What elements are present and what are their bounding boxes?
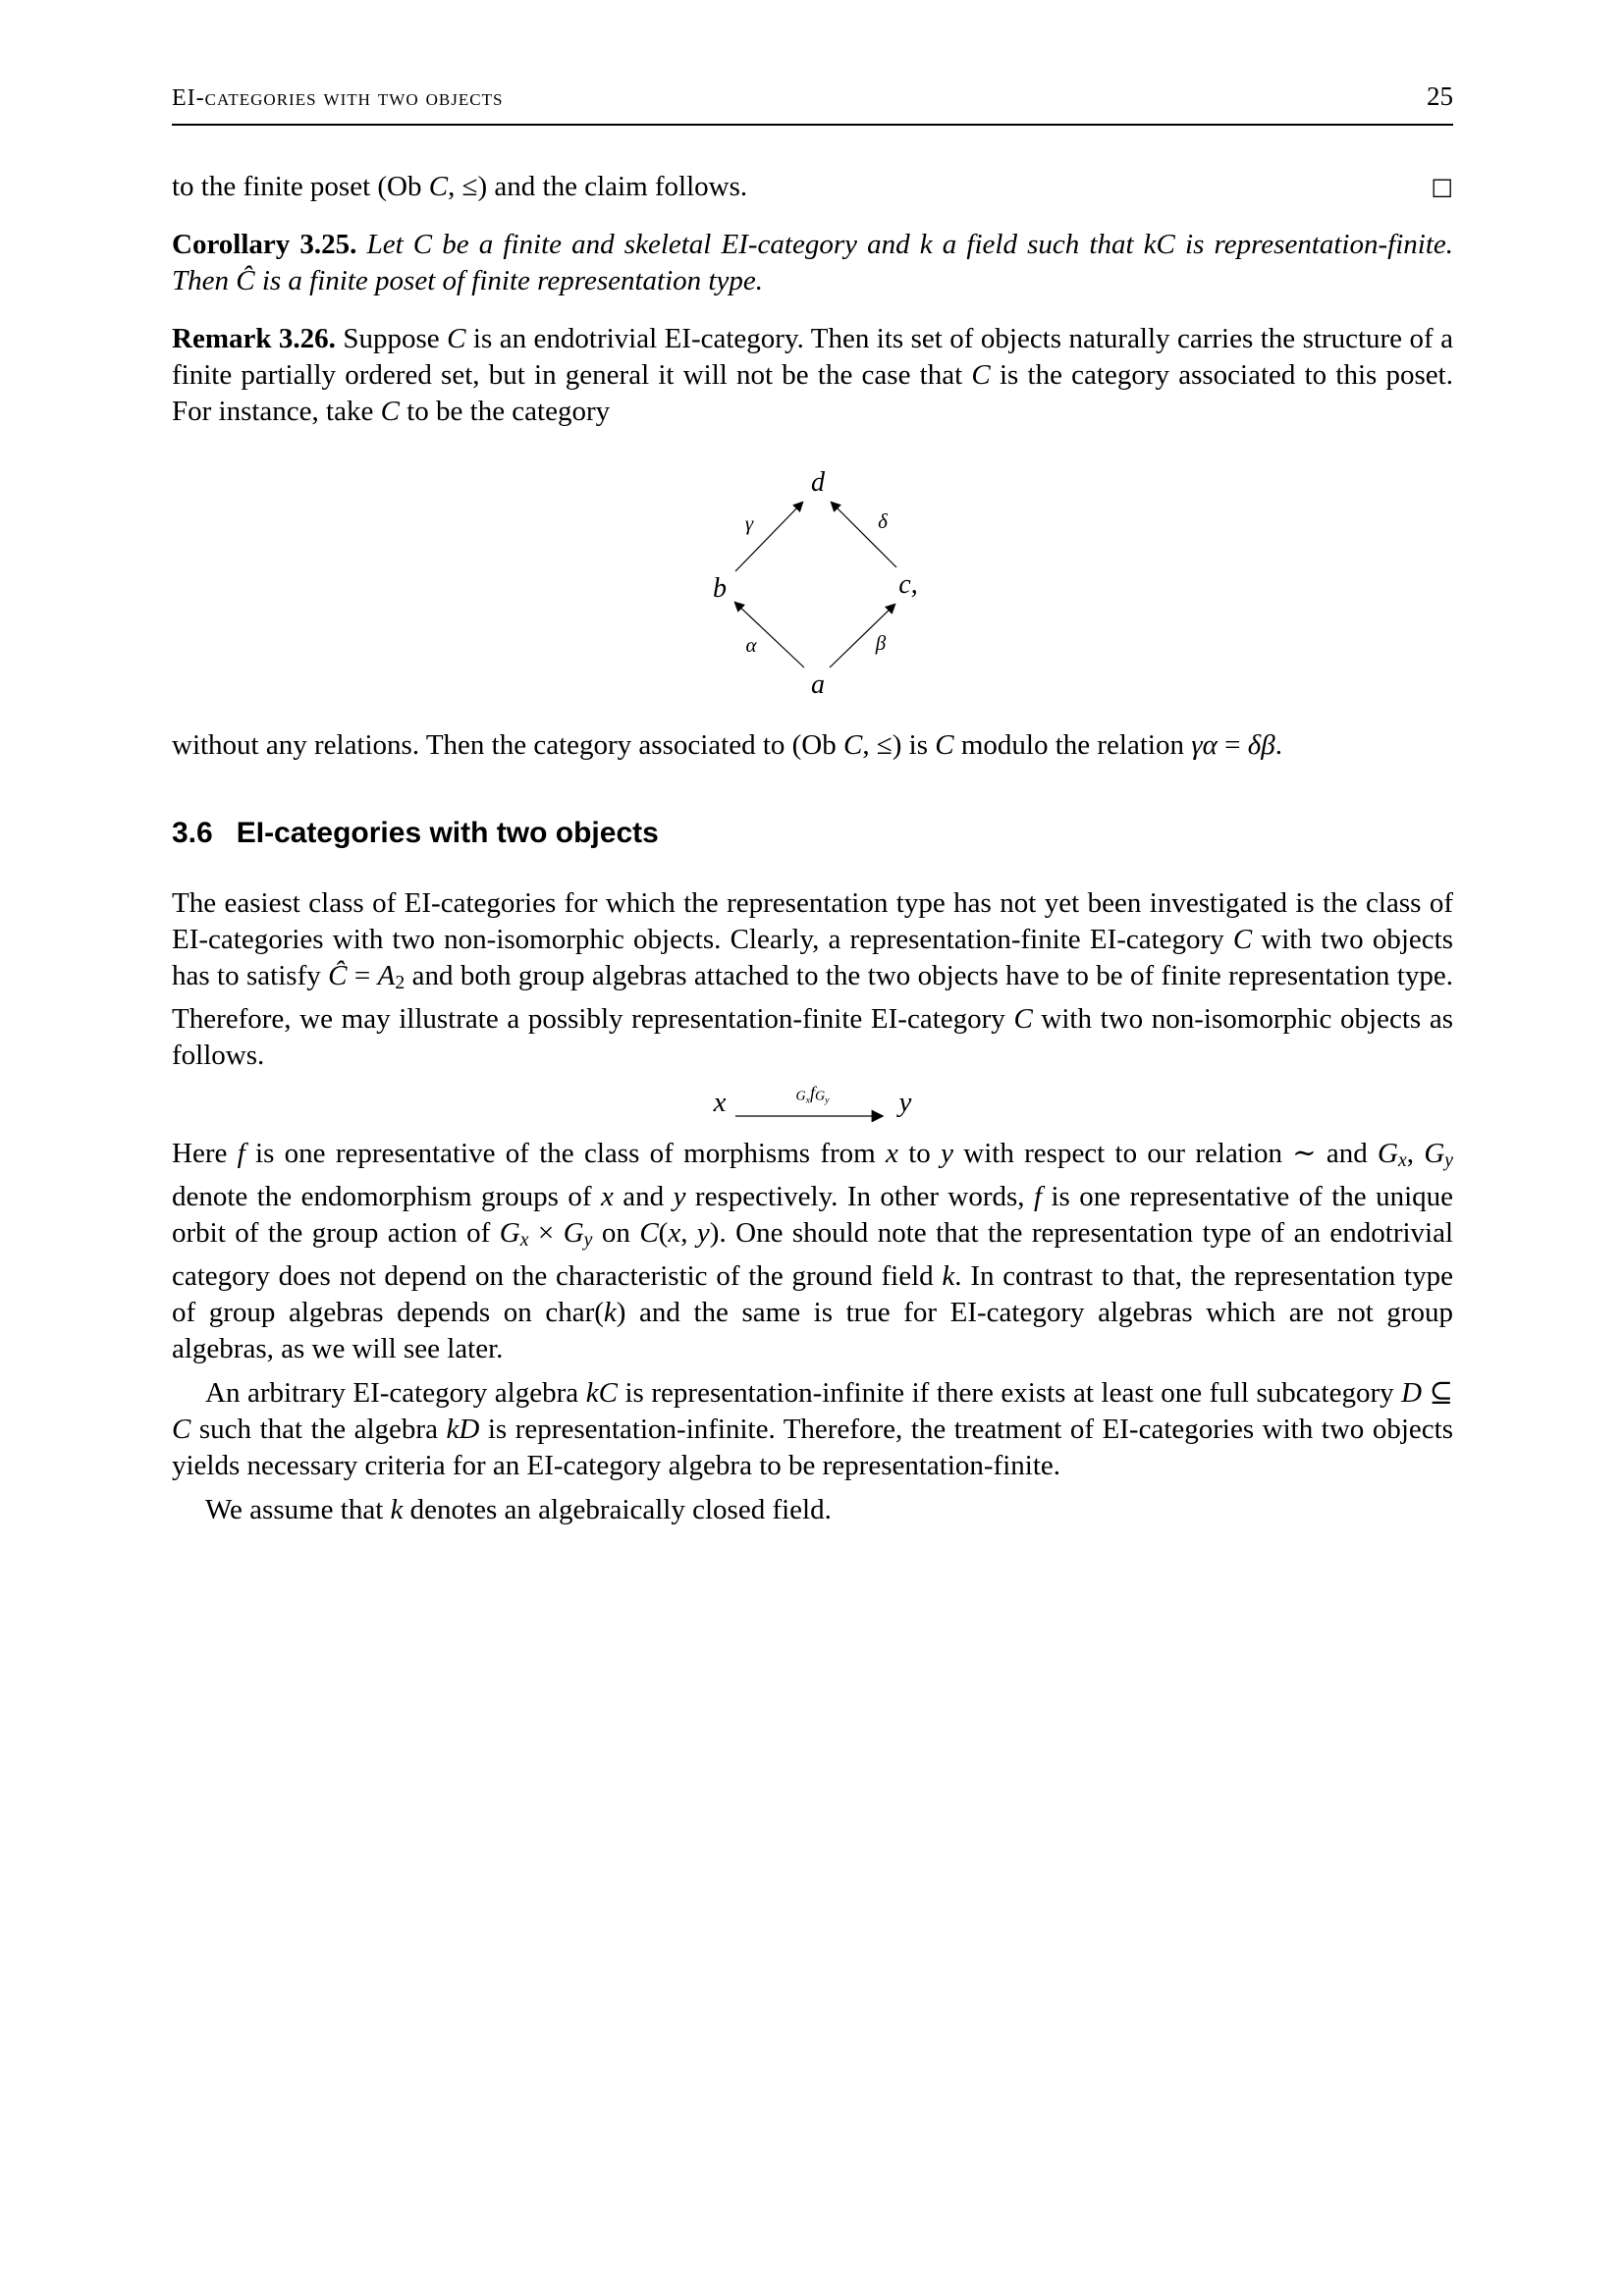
morphism-arrow-label: $G_xfG_y$ [795, 1082, 830, 1106]
paragraph-here-f: Here f is one representative of the class of morphisms from x to y with respect to our relation ∼ and Gx, Gy denote the endomorphism groups of x and y respectively. In other words, f is one representative of the unique orbit of the group action of Gx × Gy on C(x, y). One should note that the representation type of an endotrivial category does not depend on the characteristic of the ground field k. In contrast to that, the representation type of group algebras depends on char(k) and the same is true for EI-category algebras which are not group algebras, as we will see later. [172, 1138, 1454, 1365]
node-b: b [712, 573, 727, 604]
object-y: y [898, 1087, 912, 1119]
edge-label-beta: β [875, 631, 886, 655]
edge-label-gamma: γ [744, 511, 753, 535]
paragraph-easiest-class: The easiest class of EI-categories for which the representation type has not yet been investigated is the class of EI-categories with two non-isomorphic objects. Clearly, a representation-finite EI-category C with two objects has to satisfy Ĉ = A2 and both group algebras attached to the two objects have to be of finite representation type. Therefore, we may illustrate a possibly representation-finite EI-category C with two non-isomorphic objects as follows. [172, 887, 1454, 1071]
section-title: EI-categories with two objects [236, 817, 659, 849]
node-a: a [810, 669, 825, 700]
running-header [172, 81, 1453, 126]
page-number: 25 [1427, 81, 1453, 111]
paragraph-without-relations: without any relations. Then the category associated to (Ob C, ≤) is C modulo the relation γα = δβ. [172, 729, 1282, 761]
node-d: d [810, 467, 825, 498]
object-x: x [713, 1087, 727, 1119]
corollary-3-25: Corollary 3.25. Let C be a finite and skeletal EI-category and k a field such that kC is representation-finite. Then Ĉ is a finite poset of finite representation type. [172, 229, 1453, 296]
edge-label-alpha: α [744, 633, 757, 657]
qed-symbol: □ [1431, 173, 1453, 200]
paragraph-arbitrary-algebra: An arbitrary EI-category algebra kC is representation-infinite if there exists at least one full subcategory D ⊆ C such that the algebra kD is representation-infinite. Therefore, the treatment of EI-categories with two objects yields necessary criteria for an EI-category algebra to be representation-finite. [172, 1377, 1453, 1482]
right-arrow-icon [734, 1108, 892, 1122]
section-number: 3.6 [172, 817, 213, 849]
page-body [172, 169, 1453, 1528]
category-diamond-diagram [172, 463, 1453, 702]
running-head-title: EI-categories with two objects [172, 85, 504, 111]
diagram-svg [680, 463, 946, 700]
edge-label-delta: δ [877, 509, 888, 533]
section-heading [172, 817, 1453, 850]
paragraph-assume-field: We assume that k denotes an algebraically closed field. [205, 1494, 832, 1526]
paragraph-proof-end: □ to the finite poset (Ob C, ≤) and the claim follows. [172, 169, 1453, 205]
remark-3-26: Remark 3.26. Suppose C is an endotrivial EI-category. Then its set of objects naturally carries the structure of a finite partially ordered set, but in general it will not be the case that C is the category associated to this poset. For instance, take C to be the category [172, 323, 1453, 427]
morphism-arrow [734, 1084, 892, 1122]
morphism-display [172, 1084, 1453, 1122]
node-c: c, [897, 569, 918, 600]
